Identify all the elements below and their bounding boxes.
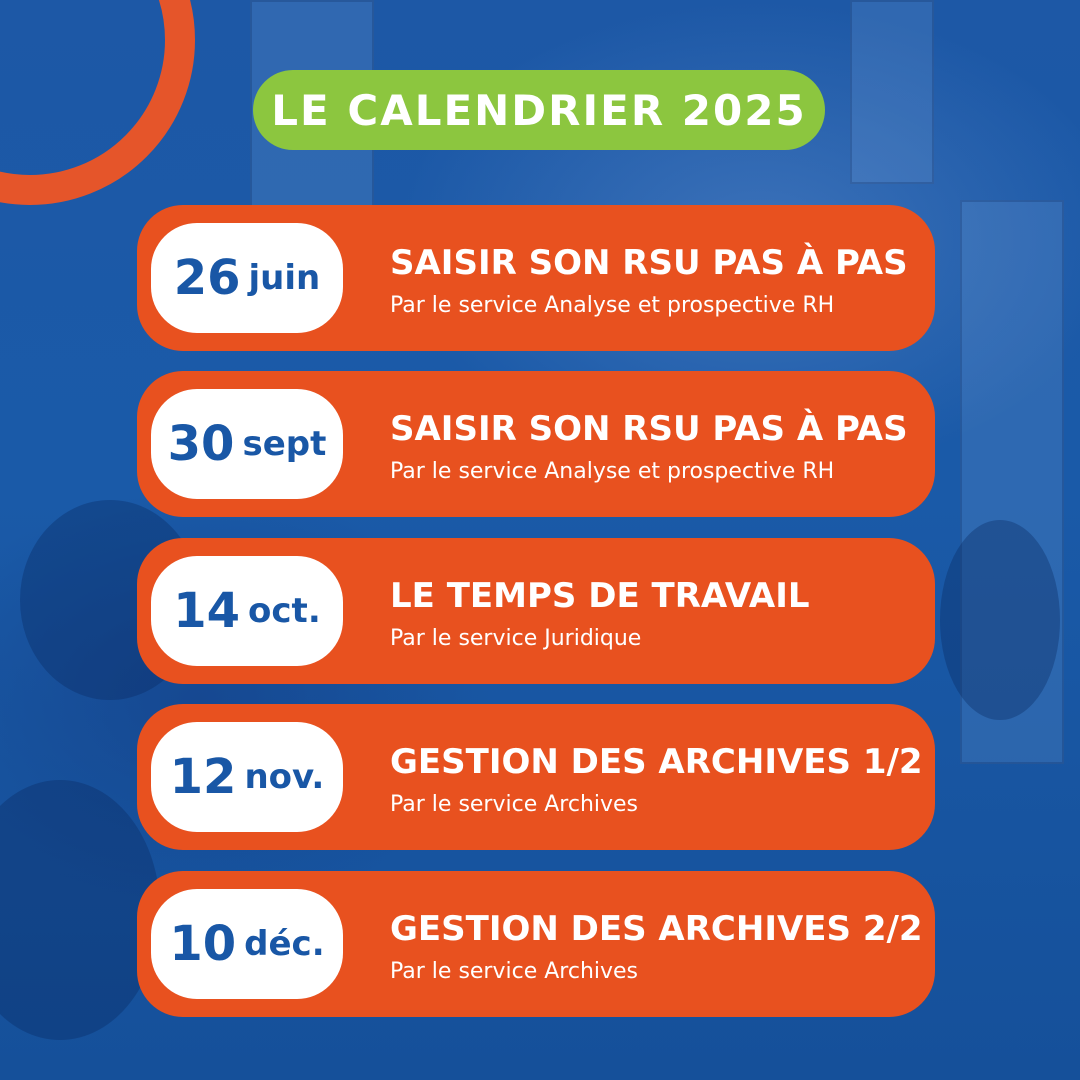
- event-day: 14: [173, 583, 241, 639]
- event-month: juin: [248, 258, 321, 298]
- event-day: 12: [169, 749, 237, 805]
- event-card: [137, 205, 935, 351]
- background-person: [0, 780, 160, 1040]
- background-person: [940, 520, 1060, 720]
- date-badge: [151, 556, 343, 666]
- event-title: GESTION DES ARCHIVES 1/2: [390, 742, 923, 782]
- date-badge: [151, 889, 343, 999]
- event-subtitle: Par le service Analyse et prospective RH: [390, 459, 835, 484]
- event-subtitle: Par le service Archives: [390, 959, 639, 984]
- event-subtitle: Par le service Analyse et prospective RH: [390, 293, 835, 318]
- page-title: LE CALENDRIER 2025: [271, 85, 807, 135]
- event-month: oct.: [248, 591, 321, 631]
- title-banner: [253, 70, 825, 150]
- event-card: [137, 371, 935, 517]
- background-window: [850, 0, 934, 184]
- event-month: sept: [242, 424, 327, 464]
- event-card: [137, 538, 935, 684]
- date-badge: [151, 389, 343, 499]
- event-title: SAISIR SON RSU PAS À PAS: [390, 409, 908, 449]
- event-subtitle: Par le service Juridique: [390, 626, 642, 651]
- event-day: 30: [167, 416, 235, 472]
- event-title: SAISIR SON RSU PAS À PAS: [390, 243, 908, 283]
- date-badge: [151, 722, 343, 832]
- event-subtitle: Par le service Archives: [390, 792, 639, 817]
- event-month: nov.: [244, 757, 325, 797]
- event-card: [137, 871, 935, 1017]
- event-title: GESTION DES ARCHIVES 2/2: [390, 909, 923, 949]
- event-day: 26: [173, 250, 241, 306]
- event-title: LE TEMPS DE TRAVAIL: [390, 576, 810, 616]
- decorative-ring: [0, 0, 195, 205]
- event-month: déc.: [244, 924, 325, 964]
- date-badge: [151, 223, 343, 333]
- event-day: 10: [169, 916, 237, 972]
- event-card: [137, 704, 935, 850]
